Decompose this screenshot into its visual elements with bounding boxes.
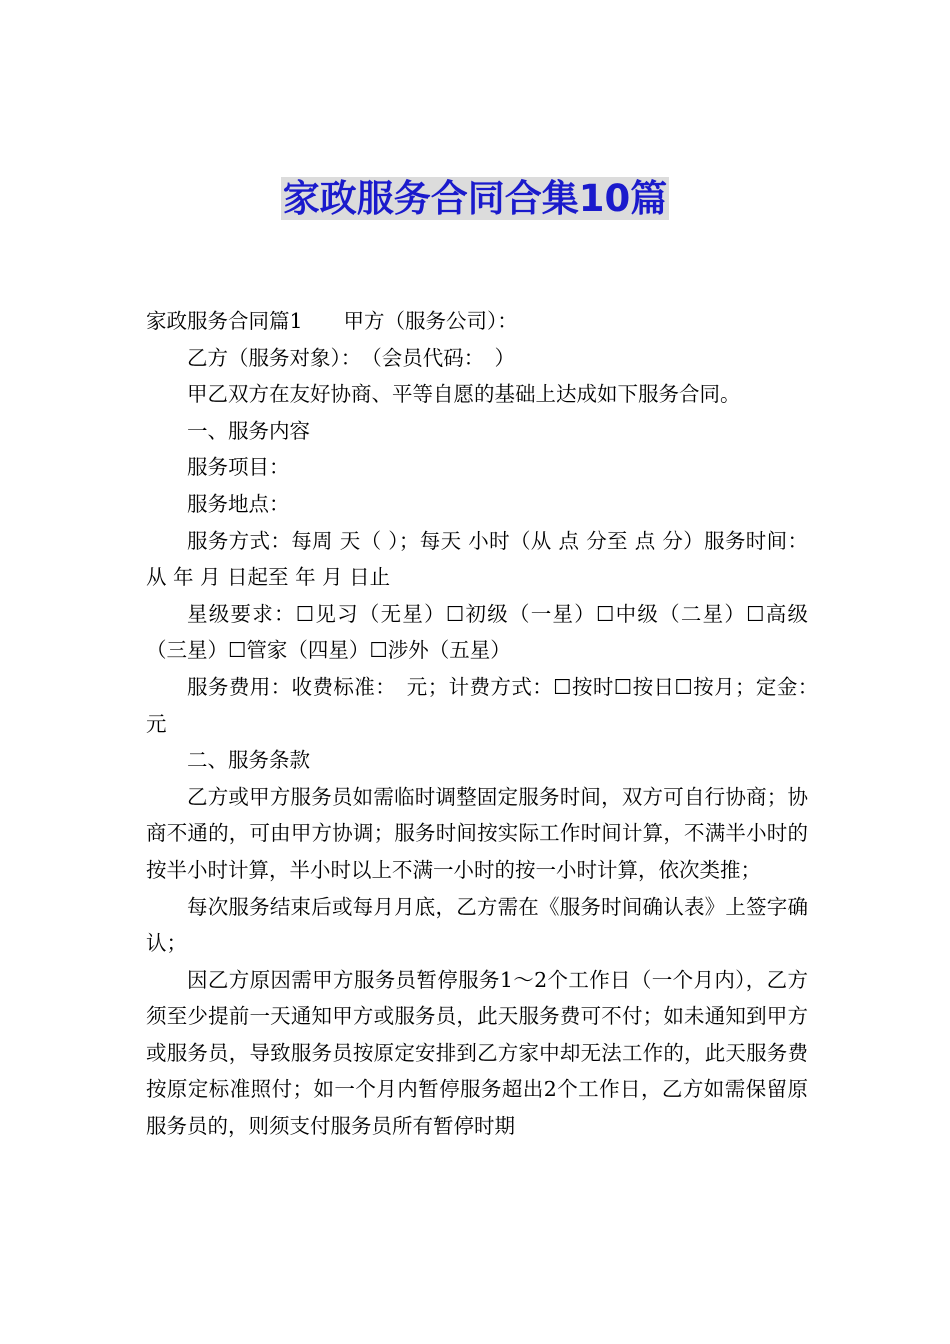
document-title bbox=[0, 174, 950, 224]
paragraph-party-a: 家政服务合同篇1 甲方（服务公司）： bbox=[146, 309, 518, 333]
paragraph-service-method: 服务方式：每周 天（ ）；每天 小时（从 点 分至 点 分）服务时间：从 年 月 日起至 年 月 日止 bbox=[146, 528, 808, 590]
document-body bbox=[146, 303, 829, 1145]
paragraph-agreement: 甲乙双方在友好协商、平等自愿的基础上达成如下服务合同。 bbox=[187, 382, 741, 407]
paragraph-party-b: 乙方（服务对象）： （会员代码： ） bbox=[187, 345, 515, 370]
paragraph-time-confirmation: 每次服务结束后或每月月底，乙方需在《服务时间确认表》上签字确认； bbox=[146, 894, 808, 956]
paragraph-service-suspension: 因乙方原因需甲方服务员暂停服务1～2个工作日（一个月内），乙方须至少提前一天通知甲方或服务员，此天服务费可不付；如未通知到甲方或服务员，导致服务员按原定安排到乙方家中却无法工作的，此天服务费按原定标准照付；如一个月内暂停服务超出2个工作日，乙方如需保留原服务员的，则须支付服务员所有暂停时期 bbox=[146, 967, 808, 1139]
paragraph-service-location: 服务地点： bbox=[187, 491, 290, 516]
paragraph-service-item: 服务项目： bbox=[187, 455, 290, 480]
section-heading-service-content: 一、服务内容 bbox=[187, 418, 310, 443]
paragraph-service-fee: 服务费用：收费标准： 元；计费方式：☐按时☐按日☐按月；定金： 元 bbox=[146, 674, 829, 736]
paragraph-star-level: 星级要求：☐见习（无星）☐初级（一星）☐中级（二星）☐高级（三星）☐管家（四星）☐涉外（五星） bbox=[146, 601, 808, 663]
section-heading-service-terms: 二、服务条款 bbox=[187, 748, 310, 773]
paragraph-time-adjustment: 乙方或甲方服务员如需临时调整固定服务时间，双方可自行协商；协商不通的，可由甲方协调；服务时间按实际工作时间计算，不满半小时的按半小时计算，半小时以上不满一小时的按一小时计算，依次类推； bbox=[146, 784, 808, 882]
document-title-text: 家政服务合同合集10篇 bbox=[282, 177, 668, 220]
